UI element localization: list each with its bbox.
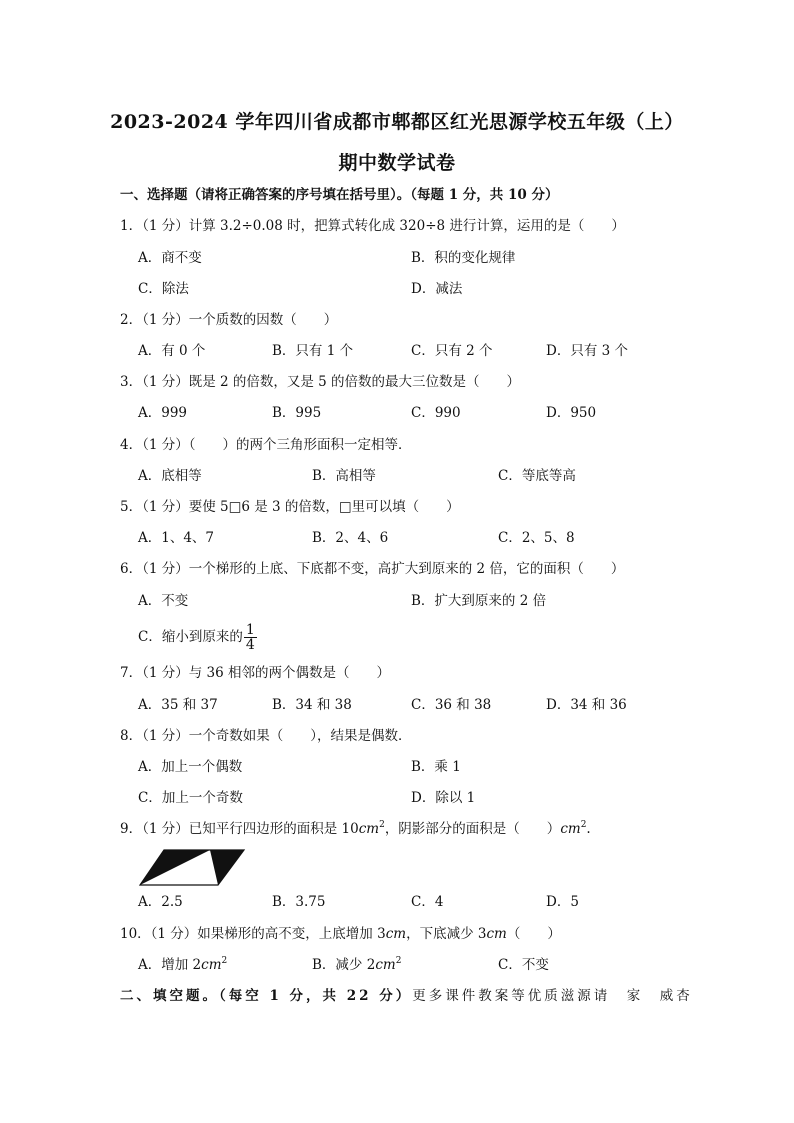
section-2-trailing-text: 更多课件教案等优质滋源请 家 威杏 xyxy=(412,988,693,1004)
q3-option-b: B．995 xyxy=(272,405,322,421)
fraction-one-quarter xyxy=(244,623,257,652)
question-4: 4．（1 分）（ ）的两个三角形面积一定相等． xyxy=(120,437,412,453)
q6-option-b: B．扩大到原来的 2 倍 xyxy=(411,593,547,609)
fraction-numerator: 1 xyxy=(245,622,255,638)
question-9 xyxy=(120,820,591,838)
q2-option-b: B．只有 1 个 xyxy=(272,343,354,359)
q10-stem-part-b: ，下底减少 3 xyxy=(406,926,487,942)
section-2-heading xyxy=(120,987,693,1005)
q1-option-d: D．减法 xyxy=(411,281,463,297)
q10-option-c: C．不变 xyxy=(498,957,549,973)
parallelogram-figure xyxy=(138,848,246,888)
question-8: 8．（1 分）一个奇数如果（ ），结果是偶数． xyxy=(120,728,412,744)
q10-option-b-unit: cm xyxy=(375,957,396,973)
q10-option-b-exponent: 2 xyxy=(395,956,402,966)
q1-option-a: A．商不变 xyxy=(138,250,202,266)
q9-exponent: 2 xyxy=(379,820,385,830)
q10-option-b-text: B．减少 2 xyxy=(312,957,376,973)
question-6: 6．（1 分）一个梯形的上底、下底都不变，高扩大到原来的 2 倍，它的面积（ ） xyxy=(120,561,625,577)
q9-exponent-2: 2 xyxy=(580,820,587,830)
q10-unit: cm xyxy=(385,926,407,942)
section-2-title: 二、填空题。（每空 1 分，共 22 分） xyxy=(120,988,413,1004)
q6-option-c-text: C．缩小到原来的 xyxy=(138,629,243,645)
q9-stem-part-a: 9．（1 分）已知平行四边形的面积是 10 xyxy=(120,821,359,837)
q8-option-b: B．乘 1 xyxy=(411,759,461,775)
q10-stem-part-c: （ ） xyxy=(506,926,561,942)
q7-option-c: C．36 和 38 xyxy=(411,697,492,713)
q9-stem-part-b: ，阴影部分的面积是（ ） xyxy=(384,821,561,837)
q3-option-c: C．990 xyxy=(411,405,461,421)
q1-option-b: B．积的变化规律 xyxy=(411,250,516,266)
q3-option-d: D．950 xyxy=(546,405,597,421)
q5-option-a: A．1、4、7 xyxy=(138,530,215,546)
q5-option-b: B．2、4、6 xyxy=(312,530,389,546)
q9-option-c: C．4 xyxy=(411,894,444,910)
question-10 xyxy=(120,925,561,943)
question-7: 7．（1 分）与 36 相邻的两个偶数是（ ） xyxy=(120,665,390,681)
q9-unit-2: cm xyxy=(560,821,581,837)
q8-option-d: D．除以 1 xyxy=(411,790,476,806)
q2-option-c: C．只有 2 个 xyxy=(411,343,493,359)
section-1-heading: 一、选择题（请将正确答案的序号填在括号里）。（每题 1 分，共 10 分） xyxy=(120,187,559,203)
q6-option-a: A．不变 xyxy=(138,593,189,609)
q9-option-a: A．2.5 xyxy=(138,894,183,910)
q8-option-a: A．加上一个偶数 xyxy=(138,759,243,775)
q9-option-d: D．5 xyxy=(546,894,579,910)
q10-option-a-unit: cm xyxy=(201,957,222,973)
q3-option-a: A．999 xyxy=(138,405,188,421)
fraction-denominator: 4 xyxy=(245,637,255,653)
q6-option-c xyxy=(138,622,257,652)
q5-option-c: C．2、5、8 xyxy=(498,530,575,546)
title-line-1: 2023-2024 学年四川省成都市郫都区红光思源学校五年级（上） xyxy=(110,111,684,133)
q1-option-c: C．除法 xyxy=(138,281,189,297)
q2-option-a: A．有 0 个 xyxy=(138,343,206,359)
question-3: 3．（1 分）既是 2 的倍数，又是 5 的倍数的最大三位数是（ ） xyxy=(120,374,521,390)
q10-option-a xyxy=(138,956,227,974)
q10-option-b xyxy=(312,956,401,974)
q9-unit: cm xyxy=(358,821,380,837)
q10-stem-part-a: 10．（1 分）如果梯形的高不变，上底增加 3 xyxy=(120,926,386,942)
q4-option-b: B．高相等 xyxy=(312,468,376,484)
q9-option-b: B．3.75 xyxy=(272,894,326,910)
q7-option-b: B．34 和 38 xyxy=(272,697,352,713)
q2-option-d: D．只有 3 个 xyxy=(546,343,628,359)
q10-unit-2: cm xyxy=(486,926,507,942)
question-5: 5．（1 分）要使 5□6 是 3 的倍数，□里可以填（ ） xyxy=(120,499,460,515)
q8-option-c: C．加上一个奇数 xyxy=(138,790,243,806)
q7-option-a: A．35 和 37 xyxy=(138,697,218,713)
q10-option-a-exponent: 2 xyxy=(221,956,228,966)
q9-end: . xyxy=(586,821,591,837)
q4-option-c: C．等底等高 xyxy=(498,468,576,484)
title-line-2: 期中数学试卷 xyxy=(338,152,456,174)
q4-option-a: A．底相等 xyxy=(138,468,202,484)
q10-option-a-text: A．增加 2 xyxy=(138,957,202,973)
question-2: 2．（1 分）一个质数的因数（ ） xyxy=(120,312,338,328)
q7-option-d: D．34 和 36 xyxy=(546,697,627,713)
question-1: 1．（1 分）计算 3.2÷0.08 时，把算式转化成 320÷8 进行计算，运用的是（ ） xyxy=(120,218,625,234)
